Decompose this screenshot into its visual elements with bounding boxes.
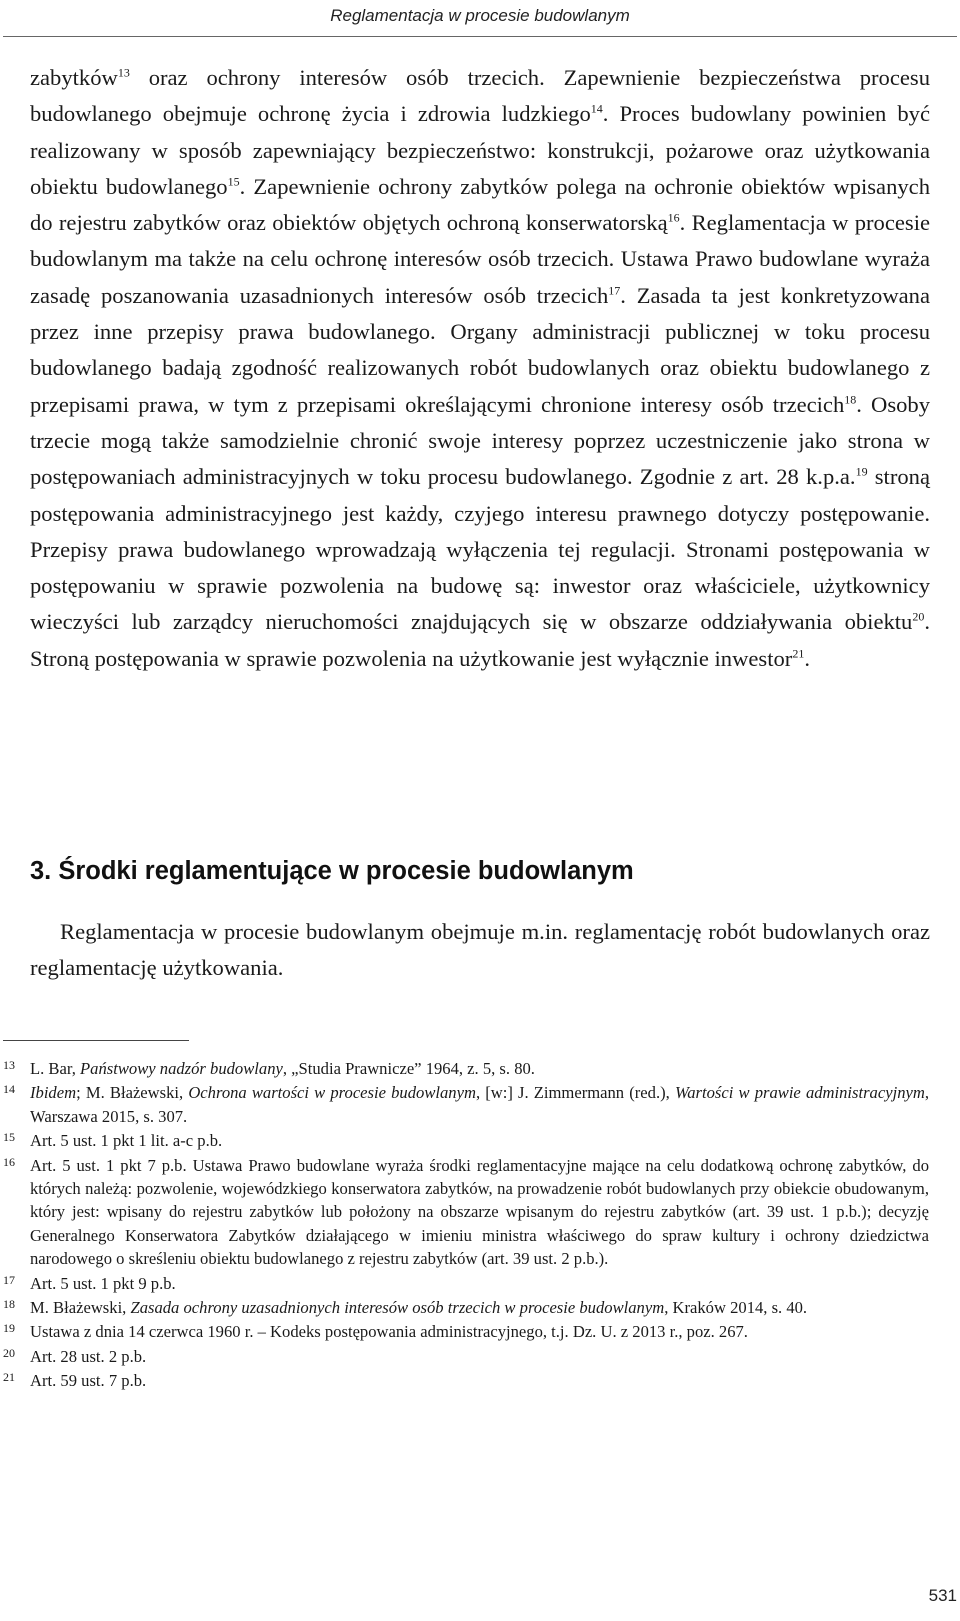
- footnote-title: Zasada ochrony uzasadnionych interesów osób trzecich w procesie budowlanym: [130, 1298, 665, 1318]
- footnote-item: [3, 1154, 929, 1271]
- footnote-ref[interactable]: 18: [844, 392, 857, 407]
- footnote-number: 14: [3, 1082, 15, 1097]
- section-paragraph: Reglamentacja w procesie budowlanym obejmuje m.in. reglamentację robót budowlanych oraz reglamentację użytkowania.: [30, 919, 930, 981]
- footnote-title: Wartości w prawie administracyjnym: [674, 1083, 925, 1103]
- footnote-number: 17: [3, 1272, 15, 1287]
- footnote-item: [3, 1129, 929, 1152]
- footnote-text: Art. 28 ust. 2 p.b.: [30, 1346, 147, 1366]
- page-number: 531: [928, 1586, 957, 1605]
- footnote-number: 20: [3, 1345, 15, 1360]
- body-segment: .: [804, 645, 810, 671]
- body-segment: stroną postępowania administracyjnego jest każdy, czyjego interesu prawnego dotyczy postępowanie. Przepisy prawa budowlanego wprowadzają wyłączenia tej regulacji. Stronami postępowania w postępowaniu w sprawie pozwolenia na budowę są: inwestor oraz właściciele, użytkownicy wieczyści lub zarządcy nieruchomości znajdujących się w obszarze oddziaływania obiektu: [30, 464, 930, 635]
- body-segment: . Osoby trzecie mogą także samodzielnie chronić swoje interesy poprzez uczestniczenie jako strona w postępowaniach administracyjnych w toku procesu budowlanego. Zgodnie z art. 28 k.p.a.: [30, 391, 931, 490]
- footnote-ref[interactable]: 15: [227, 174, 240, 189]
- footnote-text: L. Bar,: [30, 1059, 81, 1078]
- footnote-text: M. Błażewski,: [30, 1298, 131, 1318]
- footnotes-list: [3, 1057, 929, 1394]
- body-segment: . Zasada ta jest konkretyzowana przez inne przepisy prawa budowlanego. Organy administracji publicznej w toku procesu budowlanego badają zgodność realizowanych robót budowlanych oraz obiektu budowlanego z przepisami prawa, w tym z przepisami określającymi chronione interesy osób trzecich: [30, 282, 930, 417]
- footnote-text: ; M. Błażewski,: [76, 1083, 189, 1103]
- body-segment: . Proces budowlany powinien być realizowany w sposób zapewniający bezpieczeństwo: konstrukcji, pożarowe oraz użytkowania obiektu budowlanego: [30, 101, 930, 199]
- section-heading: 3. Środki reglamentujące w procesie budowlanym: [30, 857, 634, 885]
- footnote-ref[interactable]: 17: [608, 283, 621, 298]
- running-header: Reglamentacja w procesie budowlanym: [330, 6, 630, 25]
- footnote-item: [3, 1345, 929, 1368]
- footnote-ref[interactable]: 14: [590, 101, 603, 116]
- footnote-text: , „Studia Prawnicze” 1964, z. 5, s. 80.: [282, 1059, 535, 1078]
- footnote-title: Ochrona wartości w procesie budowlanym: [188, 1083, 476, 1103]
- footnote-ref[interactable]: 20: [912, 609, 925, 624]
- footnote-text: Art. 5 ust. 1 pkt 1 lit. a-c p.b.: [30, 1131, 223, 1151]
- footnote-item: [3, 1081, 929, 1128]
- footnote-text: , [w:] J. Zimmermann (red.),: [475, 1083, 675, 1103]
- header-divider: [3, 36, 957, 37]
- footnote-text: Art. 59 ust. 7 p.b.: [30, 1371, 147, 1391]
- footnote-number: 21: [3, 1370, 15, 1385]
- footnote-item: [3, 1057, 929, 1080]
- footnote-title: Państwowy nadzór budowlany: [80, 1059, 283, 1078]
- body-segment: . Reglamentacja w procesie budowlanym ma także na celu ochronę interesów osób trzecich. Ustawa Prawo budowlane wyraża zasadę poszanowania uzasadnionych interesów osób trzecich: [30, 210, 931, 308]
- body-segment: . Stroną postępowania w sprawie pozwolenia na użytkowanie jest wyłącznie inwestor: [30, 609, 930, 671]
- footnote-text: Art. 5 ust. 1 pkt 7 p.b. Ustawa Prawo budowlane wyraża środki reglamentacyjne mające na celu dodatkową ochronę zabytków, do których należą: pozwolenie, wojewódzkiego konserwatora zabytków, na prowadzenie robót budowlanych przy obiekcie obudowanym, który jest: wpisany do rejestru zabytków lub położony na obszarze wpisanym do rejestru zabytków (art. 39 ust. 1 p.b.); decyzję Generalnego Konserwatora Zabytków działającego w imieniu ministra właściwego do spraw kultury i ochrony dziedzictwa narodowego o skreśleniu obiektu budowlanego z rejestru zabytków (art. 39 ust. 2 p.b.).: [30, 1155, 929, 1269]
- footnote-title: Ibidem: [30, 1083, 77, 1103]
- body-segment: zabytków: [30, 65, 118, 90]
- footnote-number: 13: [3, 1058, 15, 1072]
- footnote-number: 19: [3, 1321, 15, 1336]
- footnote-ref[interactable]: 21: [792, 646, 805, 661]
- body-segment: . Zapewnienie ochrony zabytków polega na ochronie obiektów wpisanych do rejestru zabytków oraz obiektów objętych ochroną konserwatorską: [30, 173, 930, 236]
- footnote-divider: [3, 1040, 189, 1041]
- footnote-text: Ustawa z dnia 14 czerwca 1960 r. – Kodeks postępowania administracyjnego, t.j. Dz. U. z 2013 r., poz. 267.: [30, 1322, 748, 1342]
- footnote-text: Art. 5 ust. 1 pkt 9 p.b.: [30, 1273, 176, 1293]
- footnote-ref[interactable]: 19: [855, 464, 868, 479]
- footnote-item: [3, 1296, 929, 1319]
- body-paragraph: [30, 60, 930, 677]
- footnote-ref[interactable]: 16: [667, 210, 680, 225]
- body-segment: oraz ochrony interesów osób trzecich. Zapewnienie bezpieczeństwa procesu budowlanego obejmuje ochronę życia i zdrowia ludzkiego: [30, 65, 930, 127]
- footnote-number: 15: [3, 1130, 15, 1145]
- footnote-item: [3, 1369, 929, 1392]
- footnote-ref[interactable]: 13: [117, 65, 130, 80]
- footnote-number: 18: [3, 1297, 15, 1312]
- footnote-number: 16: [3, 1154, 15, 1169]
- footnote-item: [3, 1272, 929, 1295]
- footnote-text: , Kraków 2014, s. 40.: [664, 1298, 808, 1318]
- footnote-item: [3, 1320, 929, 1343]
- footnote-text: , Warszawa 2015, s. 307.: [30, 1083, 929, 1126]
